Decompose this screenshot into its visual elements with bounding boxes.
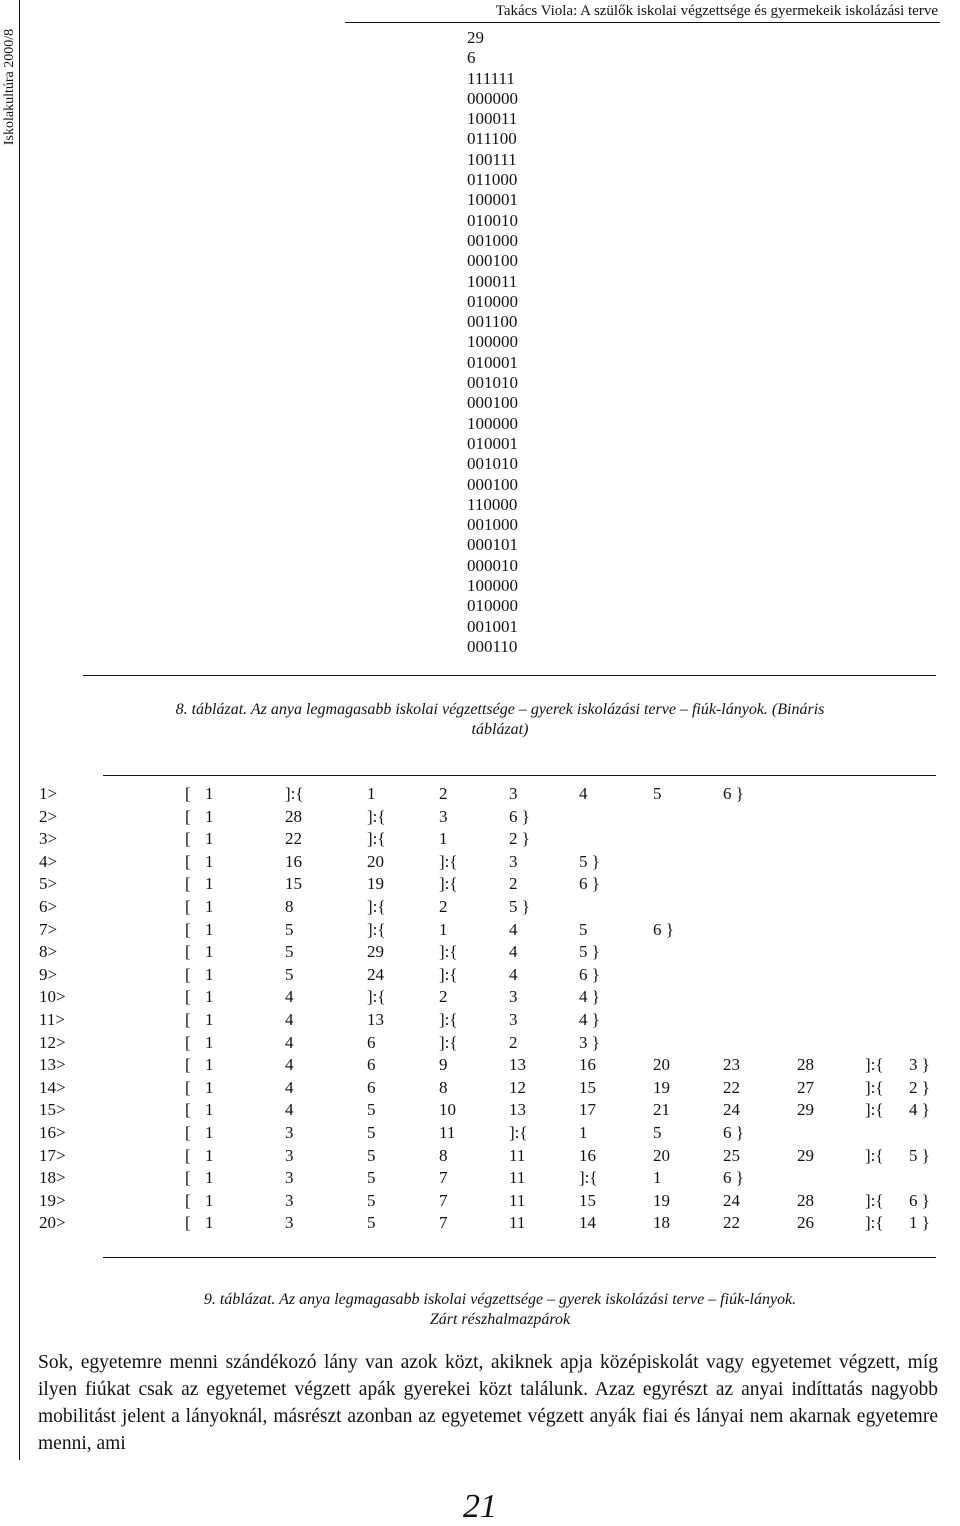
table-cell: ]:{ bbox=[367, 829, 386, 849]
table-cell: 13 bbox=[367, 1009, 384, 1029]
table8-caption bbox=[60, 700, 940, 740]
table-cell: 1 bbox=[653, 1168, 662, 1188]
table-cell: 1 bbox=[205, 919, 214, 939]
table-cell: 9 bbox=[439, 1055, 448, 1075]
table-cell: 2> bbox=[39, 806, 58, 826]
table-cell: 4 bbox=[285, 1100, 294, 1120]
table-cell: 16 bbox=[579, 1055, 596, 1075]
table-cell: 15 bbox=[579, 1190, 596, 1210]
table-cell: 20 bbox=[653, 1145, 670, 1165]
table-cell: [ bbox=[185, 851, 191, 871]
table-cell: 2 bbox=[439, 896, 448, 916]
table-cell: 4 bbox=[285, 1032, 294, 1052]
table-cell: [ bbox=[185, 874, 191, 894]
table-cell: 21 bbox=[653, 1100, 670, 1120]
journal-side-label-text: Iskolakultúra 2000/8 bbox=[2, 28, 17, 146]
table-cell: 1> bbox=[39, 784, 58, 803]
table-cell: [ bbox=[185, 987, 191, 1007]
table-cell: 7 bbox=[439, 1168, 448, 1188]
table-cell: 1 bbox=[205, 1032, 214, 1052]
table-cell: 14> bbox=[39, 1077, 66, 1097]
table-cell: 3 bbox=[285, 1213, 294, 1233]
body-paragraph: Sok, egyetemre menni szándékozó lány van azok közt, akiknek apja középiskolát vagy egyetemet végzett, míg ilyen fiúkat csak az egyetemet végzett apák gyerekei közt találunk. Azaz egyrészt az anyai indíttatás nagyobb mobilitást jelent a lányoknál, másrészt azonban az egyetemet végzett anyák fiai és lányai nem akarnak egyetemre menni, ami bbox=[38, 1352, 938, 1454]
table-cell: 1 bbox=[205, 806, 214, 826]
binary-line: 6 bbox=[467, 48, 476, 68]
table-cell: 15> bbox=[39, 1100, 66, 1120]
table-cell: 12> bbox=[39, 1032, 66, 1052]
table-cell: 5 bbox=[367, 1100, 376, 1120]
table9-bottom-rule bbox=[103, 1257, 936, 1258]
table-cell: 16> bbox=[39, 1122, 66, 1142]
table-cell: 27 bbox=[797, 1077, 814, 1097]
table-cell: 10 bbox=[439, 1100, 456, 1120]
table-cell: 6 bbox=[367, 1032, 376, 1052]
table-cell: 2 bbox=[439, 784, 448, 803]
binary-line: 100111 bbox=[467, 149, 517, 169]
table-cell: 4 bbox=[509, 919, 518, 939]
table-cell: 20 bbox=[367, 851, 384, 871]
table-cell: 19 bbox=[653, 1190, 670, 1210]
table-cell: [ bbox=[185, 1100, 191, 1120]
table-cell: [ bbox=[185, 829, 191, 849]
table-cell: [ bbox=[185, 1009, 191, 1029]
table-cell: 1 bbox=[205, 1077, 214, 1097]
table-cell: 28 bbox=[285, 806, 302, 826]
table-cell: 1 bbox=[205, 851, 214, 871]
table-cell: 12 bbox=[509, 1077, 526, 1097]
table-cell: 1 bbox=[205, 1100, 214, 1120]
table-cell: 16 bbox=[579, 1145, 596, 1165]
binary-line: 001010 bbox=[467, 373, 518, 393]
table-cell: 1 bbox=[205, 1168, 214, 1188]
table-cell: ]:{ bbox=[865, 1077, 884, 1097]
table-cell: 1 bbox=[205, 829, 214, 849]
table-cell: ]:{ bbox=[439, 964, 458, 984]
table-cell: 6 } bbox=[723, 1168, 744, 1188]
table-cell: 29 bbox=[797, 1100, 814, 1120]
table-cell: 1 bbox=[205, 1213, 214, 1233]
table-cell: 28 bbox=[797, 1190, 814, 1210]
table-cell: 2 bbox=[509, 1032, 518, 1052]
table-cell: 20 bbox=[653, 1055, 670, 1075]
table-cell: 1 bbox=[205, 896, 214, 916]
table-cell: 11 bbox=[509, 1190, 526, 1210]
table-cell: 3 bbox=[509, 1009, 518, 1029]
table-cell: 29 bbox=[367, 942, 384, 962]
table-cell: 3 bbox=[285, 1190, 294, 1210]
binary-line: 111111 bbox=[467, 68, 515, 88]
table-cell: 6 bbox=[367, 1055, 376, 1075]
table-cell: ]:{ bbox=[865, 1190, 884, 1210]
binary-line: 000100 bbox=[467, 393, 518, 413]
binary-line: 100011 bbox=[467, 109, 518, 129]
table-cell: ]:{ bbox=[367, 987, 386, 1007]
table-cell: ]:{ bbox=[865, 1100, 884, 1120]
table-cell: 28 bbox=[797, 1055, 814, 1075]
table-cell: [ bbox=[185, 1213, 191, 1233]
table-cell: 25 bbox=[723, 1145, 740, 1165]
table-cell: 1 bbox=[579, 1122, 588, 1142]
table-cell: 8> bbox=[39, 942, 58, 962]
table-cell: 11 bbox=[439, 1122, 456, 1142]
table-cell: 4 } bbox=[579, 987, 600, 1007]
table-cell: [ bbox=[185, 784, 191, 803]
table-cell: 4 bbox=[579, 784, 588, 803]
table-cell: 5 bbox=[285, 964, 294, 984]
binary-line: 000100 bbox=[467, 251, 518, 271]
table-cell: 1 bbox=[205, 874, 214, 894]
table-cell: 1 bbox=[439, 829, 448, 849]
table-cell: 7 bbox=[439, 1213, 448, 1233]
table-cell: 4 } bbox=[579, 1009, 600, 1029]
table-cell: 3 } bbox=[579, 1032, 600, 1052]
table-cell: 6 } bbox=[723, 784, 744, 803]
binary-line: 110000 bbox=[467, 494, 518, 514]
binary-line: 011100 bbox=[467, 129, 517, 149]
table-cell: 1 bbox=[205, 1122, 214, 1142]
binary-line: 001001 bbox=[467, 616, 518, 636]
table-cell: 5 } bbox=[579, 851, 600, 871]
binary-line: 000000 bbox=[467, 88, 518, 108]
table-cell: 6 } bbox=[509, 806, 530, 826]
table-cell: 2 bbox=[439, 987, 448, 1007]
header-rule bbox=[345, 22, 940, 23]
binary-line: 010010 bbox=[467, 210, 518, 230]
table-cell: ]:{ bbox=[579, 1168, 598, 1188]
table-cell: [ bbox=[185, 1168, 191, 1188]
binary-line: 001010 bbox=[467, 454, 518, 474]
journal-side-label bbox=[0, 0, 20, 175]
table-cell: 22 bbox=[285, 829, 302, 849]
table-cell: 17 bbox=[579, 1100, 596, 1120]
table-cell: 5 bbox=[653, 1122, 662, 1142]
table-cell: 5 bbox=[285, 919, 294, 939]
table-cell: 4 bbox=[285, 1055, 294, 1075]
table-cell: 6 } bbox=[723, 1122, 744, 1142]
table-cell: 13> bbox=[39, 1055, 66, 1075]
table-cell: 1 bbox=[205, 784, 214, 803]
table-cell: ]:{ bbox=[865, 1213, 884, 1233]
table-cell: 1 bbox=[205, 1145, 214, 1165]
running-header: Takács Viola: A szülők iskolai végzettsége és gyermekeik iskolázási terve bbox=[495, 3, 938, 19]
table-cell: 4 bbox=[509, 964, 518, 984]
table-cell: 19> bbox=[39, 1190, 66, 1210]
table-cell: 18> bbox=[39, 1168, 66, 1188]
binary-line: 011000 bbox=[467, 170, 518, 190]
table-cell: 7 bbox=[439, 1190, 448, 1210]
table-cell: 5 bbox=[367, 1168, 376, 1188]
table9-caption-line1: 9. táblázat. Az anya legmagasabb iskolai végzettsége – gyerek iskolázási terve – fiúk-lányok. bbox=[203, 1291, 797, 1308]
table-cell: 10> bbox=[39, 987, 66, 1007]
table-cell: [ bbox=[185, 1122, 191, 1142]
table8-caption-line1: 8. táblázat. Az anya legmagasabb iskolai végzettsége – gyerek iskolázási terve – fiúk-lányok. (Bináris bbox=[175, 701, 825, 718]
table-cell: 5> bbox=[39, 874, 58, 894]
binary-line: 000100 bbox=[467, 474, 518, 494]
table-cell: ]:{ bbox=[285, 784, 304, 803]
binary-line: 001000 bbox=[467, 515, 518, 535]
table9-caption bbox=[80, 1290, 920, 1330]
table-cell: 1 bbox=[205, 964, 214, 984]
table-cell: ]:{ bbox=[439, 851, 458, 871]
table-cell: 5 } bbox=[579, 942, 600, 962]
binary-table bbox=[467, 28, 518, 657]
body-text bbox=[38, 1349, 938, 1457]
table-cell: 11> bbox=[39, 1009, 65, 1029]
table-cell: 3 bbox=[509, 851, 518, 871]
table-cell: 23 bbox=[723, 1055, 740, 1075]
table-cell: 15 bbox=[285, 874, 302, 894]
table-cell: 5 bbox=[367, 1145, 376, 1165]
table-cell: 3 bbox=[509, 784, 518, 803]
table-cell: 29 bbox=[797, 1145, 814, 1165]
table-cell: [ bbox=[185, 1190, 191, 1210]
table-cell: ]:{ bbox=[367, 919, 386, 939]
table-cell: 7> bbox=[39, 919, 58, 939]
table-cell: 5 bbox=[367, 1190, 376, 1210]
table-cell: 1 bbox=[205, 1190, 214, 1210]
table-cell: ]:{ bbox=[439, 1009, 458, 1029]
table-cell: 1 bbox=[205, 987, 214, 1007]
table-cell: 19 bbox=[367, 874, 384, 894]
table-cell: 11 bbox=[509, 1145, 526, 1165]
table-cell: [ bbox=[185, 1032, 191, 1052]
binary-line: 100001 bbox=[467, 190, 518, 210]
table-cell: 26 bbox=[797, 1213, 814, 1233]
table-cell: 8 bbox=[439, 1145, 448, 1165]
table-cell: 19 bbox=[653, 1077, 670, 1097]
table-cell: 18 bbox=[653, 1213, 670, 1233]
table-cell: 24 bbox=[367, 964, 384, 984]
table-cell: [ bbox=[185, 1055, 191, 1075]
table-cell: ]:{ bbox=[439, 942, 458, 962]
table-cell: 6 } bbox=[909, 1190, 930, 1210]
page-number: 21 bbox=[463, 1488, 497, 1525]
table9-caption-line2: Zárt részhalmazpárok bbox=[429, 1311, 571, 1328]
table-cell: 24 bbox=[723, 1100, 740, 1120]
binary-line: 010000 bbox=[467, 291, 518, 311]
table-cell: ]:{ bbox=[367, 896, 386, 916]
table-cell: 2 } bbox=[509, 829, 530, 849]
table-cell: 5 bbox=[285, 942, 294, 962]
table-cell: 16 bbox=[285, 851, 302, 871]
table-cell: 6 bbox=[367, 1077, 376, 1097]
binary-line: 000110 bbox=[467, 636, 518, 656]
table-cell: [ bbox=[185, 896, 191, 916]
table-cell: 24 bbox=[723, 1190, 740, 1210]
table-cell: [ bbox=[185, 1145, 191, 1165]
table-cell: 4 bbox=[285, 1009, 294, 1029]
table-cell: [ bbox=[185, 1077, 191, 1097]
table-cell: 2 bbox=[509, 874, 518, 894]
binary-line: 010001 bbox=[467, 352, 518, 372]
table-cell: 15 bbox=[579, 1077, 596, 1097]
table-cell: ]:{ bbox=[439, 1032, 458, 1052]
table-cell: ]:{ bbox=[509, 1122, 528, 1142]
table-cell: 5 bbox=[367, 1122, 376, 1142]
table-cell: 3 bbox=[285, 1145, 294, 1165]
table9-top-rule bbox=[103, 775, 936, 776]
binary-line: 100011 bbox=[467, 271, 518, 291]
table-cell: 8 bbox=[285, 896, 294, 916]
table-cell: 5 bbox=[367, 1213, 376, 1233]
table-cell: 11 bbox=[509, 1213, 526, 1233]
binary-line: 100000 bbox=[467, 332, 518, 352]
table-cell: ]:{ bbox=[865, 1145, 884, 1165]
table-cell: 13 bbox=[509, 1100, 526, 1120]
table-cell: 22 bbox=[723, 1213, 740, 1233]
table-cell: 1 } bbox=[909, 1213, 930, 1233]
binary-line: 29 bbox=[467, 28, 484, 47]
table-cell: 5 bbox=[653, 784, 662, 803]
binary-line: 000010 bbox=[467, 555, 518, 575]
table-cell: 4> bbox=[39, 851, 58, 871]
table-cell: 3 } bbox=[909, 1055, 930, 1075]
binary-line: 100000 bbox=[467, 413, 518, 433]
table-cell: 4 bbox=[509, 942, 518, 962]
binary-line: 000101 bbox=[467, 535, 518, 555]
binary-line: 100000 bbox=[467, 576, 518, 596]
table-cell: [ bbox=[185, 919, 191, 939]
table8-top-rule bbox=[83, 675, 936, 676]
table-cell: 6 } bbox=[653, 919, 674, 939]
table-cell: 5 } bbox=[509, 896, 530, 916]
table-cell: 3 bbox=[285, 1122, 294, 1142]
binary-line: 010000 bbox=[467, 596, 518, 616]
table-cell: [ bbox=[185, 964, 191, 984]
binary-line: 010001 bbox=[467, 433, 518, 453]
table-cell: ]:{ bbox=[865, 1055, 884, 1075]
table-cell: 1 bbox=[205, 942, 214, 962]
table-cell: 1 bbox=[439, 919, 448, 939]
table8-caption-line2: táblázat) bbox=[471, 721, 529, 738]
table-cell: 1 bbox=[205, 1009, 214, 1029]
table-cell: [ bbox=[185, 806, 191, 826]
table-cell: 9> bbox=[39, 964, 58, 984]
table-cell: ]:{ bbox=[367, 806, 386, 826]
table-cell: 3 bbox=[509, 987, 518, 1007]
table-cell: 4 } bbox=[909, 1100, 930, 1120]
table-cell: 5 bbox=[579, 919, 588, 939]
binary-line: 001000 bbox=[467, 230, 518, 250]
side-rule bbox=[19, 0, 20, 1460]
table-cell: 17> bbox=[39, 1145, 66, 1165]
table-cell: [ bbox=[185, 942, 191, 962]
table-cell: 6 } bbox=[579, 964, 600, 984]
table-cell: 8 bbox=[439, 1077, 448, 1097]
table-cell: 5 } bbox=[909, 1145, 930, 1165]
table-cell: 20> bbox=[39, 1213, 66, 1233]
table-cell: 2 } bbox=[909, 1077, 930, 1097]
table-cell: 13 bbox=[509, 1055, 526, 1075]
table-cell: 11 bbox=[509, 1168, 526, 1188]
table-cell: 1 bbox=[205, 1055, 214, 1075]
table-cell: 4 bbox=[285, 987, 294, 1007]
table-cell: 6 } bbox=[579, 874, 600, 894]
table-cell: 14 bbox=[579, 1213, 596, 1233]
table-cell: 22 bbox=[723, 1077, 740, 1097]
table-cell: 3 bbox=[285, 1168, 294, 1188]
table-cell: 3> bbox=[39, 829, 58, 849]
table-cell: 1 bbox=[367, 784, 376, 803]
table-cell: ]:{ bbox=[439, 874, 458, 894]
binary-line: 001100 bbox=[467, 312, 518, 332]
table-cell: 3 bbox=[439, 806, 448, 826]
table-cell: 4 bbox=[285, 1077, 294, 1097]
table-cell: 6> bbox=[39, 896, 58, 916]
